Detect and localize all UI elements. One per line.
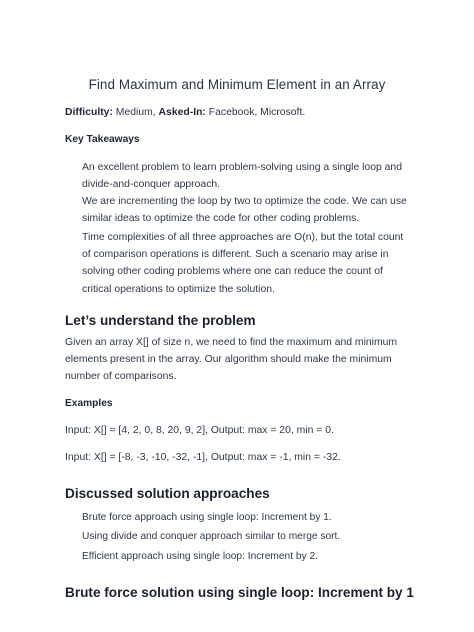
approach-item: Efficient approach using single loop: Increment by 2.: [82, 551, 318, 562]
example-item: Input: X[] = [-8, -3, -10, -32, -1], Output: max = -1, min = -32.: [65, 452, 341, 463]
takeaway-item: We are incrementing the loop by two to optimize the code. We can use similar ideas to optimize the code for other coding problems.: [82, 196, 407, 225]
asked-in-label: Asked-In:: [158, 107, 206, 118]
section-heading-approaches: Discussed solution approaches: [65, 486, 270, 501]
key-takeaways-heading: Key Takeaways: [65, 134, 140, 145]
asked-in-value: Facebook, Microsoft.: [205, 107, 306, 118]
approach-item: Brute force approach using single loop: Increment by 1.: [82, 512, 332, 523]
approach-item: Using divide and conquer approach similar to merge sort.: [82, 531, 341, 542]
takeaway-item: Time complexities of all three approaches are O(n), but the total count of comparison operations is different. Such a scenario may arise in solving other coding problems where one can reduce the count of critical operations to optimize the solution.: [82, 232, 404, 295]
meta-line: [65, 107, 305, 118]
section-heading-understand: Let’s understand the problem: [65, 313, 256, 328]
difficulty-value: Medium,: [112, 107, 159, 118]
document-title: Find Maximum and Minimum Element in an Array: [88, 77, 386, 92]
section-heading-brute-force: Brute force solution using single loop: Increment by 1: [65, 585, 414, 600]
example-item: Input: X[] = [4, 2, 0, 8, 20, 9, 2], Output: max = 20, min = 0.: [65, 425, 334, 436]
understand-paragraph: Given an array X[] of size n, we need to find the maximum and minimum elements present in the array. Our algorithm should make the minimum number of comparisons.: [65, 337, 398, 383]
takeaway-item: An excellent problem to learn problem-solving using a single loop and divide-and-conquer approach.: [82, 162, 402, 191]
difficulty-label: Difficulty:: [65, 107, 113, 118]
examples-heading: Examples: [65, 398, 113, 409]
